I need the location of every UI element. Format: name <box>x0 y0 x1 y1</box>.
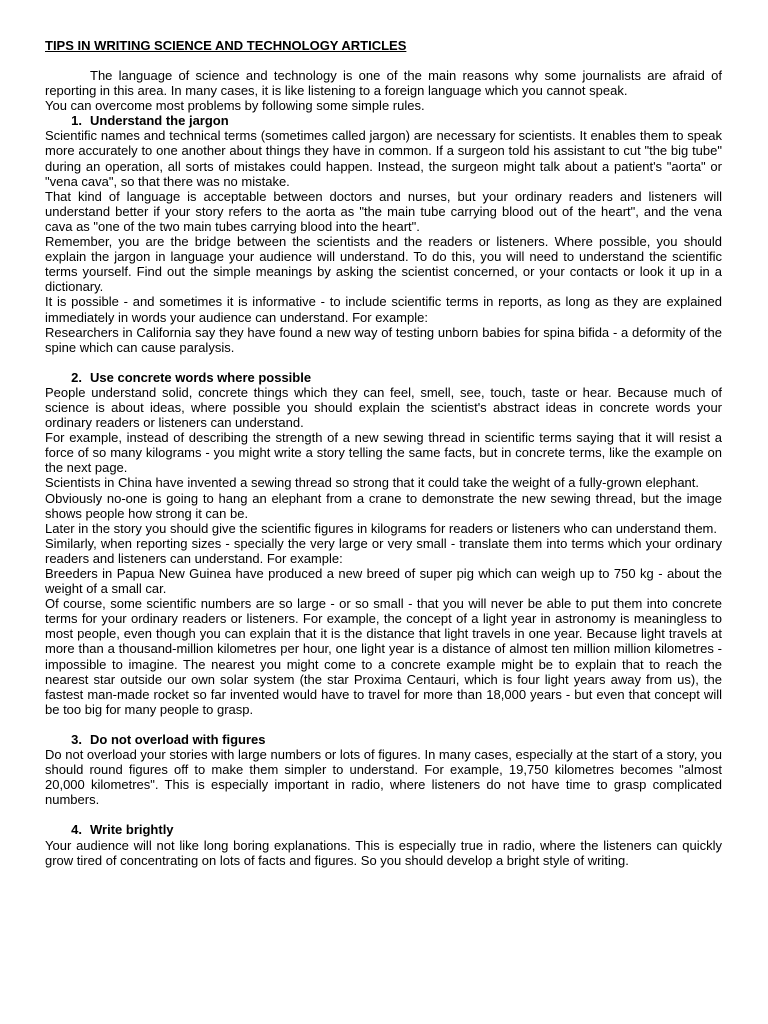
body-paragraph: People understand solid, concrete things which they can feel, smell, see, touch, taste or hear. Because much of science is about ideas, where possible you should explain the scientist's abstract ideas in concrete words your ordinary readers or listeners can understand. <box>45 384 722 431</box>
spacer <box>45 807 722 822</box>
intro-paragraph: The language of science and technology is one of the main reasons why some journalists are afraid of reporting in this area. In many cases, it is like listening to a foreign language which you cannot speak. <box>45 68 722 99</box>
section-heading-text: Use concrete words where possible <box>90 369 312 385</box>
body-paragraph: Remember, you are the bridge between the scientists and the readers or listeners. Where possible, you should explain the jargon in language your audience will understand. To do this, you will need to understand the scientific terms yourself. Find out the simple meanings by asking the scientist concerned, or your contacts or look it up in a dictionary. <box>45 234 722 295</box>
body-paragraph: Do not overload your stories with large numbers or lots of figures. In many cases, especially at the start of a story, you should round figures off to make them simpler to understand. For example, 19,750 kilometres becomes "almost 20,000 kilometres". This is especially important in radio, where listeners do not have time to grasp complicated numbers. <box>45 747 722 808</box>
body-paragraph: Your audience will not like long boring explanations. This is especially true in radio, where the listeners can quickly grow tired of concentrating on lots of facts and figures. So you should develop a bright style of writing. <box>45 837 722 868</box>
section-understand-jargon <box>45 113 722 355</box>
intro-paragraph: You can overcome most problems by following some simple rules. <box>45 98 425 114</box>
body-paragraph: Obviously no-one is going to hang an elephant from a crane to demonstrate the new sewing thread, but the image shows people how strong it can be. <box>45 490 722 521</box>
section-heading-text: Understand the jargon <box>90 113 229 129</box>
body-paragraph: Of course, some scientific numbers are so large - or so small - that you will never be able to put them into concrete terms for your ordinary readers or listeners. For example, the concept of a light year in astronomy is meaningless to most people, even though you can explain that it is the distance that light travels in one year. Because light travels at more than a thousand-million kilometres per hour, one light year is a distance of almost ten million million kilometres - impossible to imagine. The nearest you might come to a concrete example might be to explain that to reach the nearest star outside our own solar system (the star Proxima Centauri, which is four light years away from us), the fastest man-made rocket so far invented would have to travel for more than 18,000 years - but even that concept will be too big for many people to grasp. <box>45 596 722 717</box>
section-number: 3. <box>71 731 82 747</box>
body-paragraph: Scientific names and technical terms (sometimes called jargon) are necessary for scientists. It enables them to speak more accurately to one another about things they have in common. If a surgeon told his assistant to cut "the big tube" during an operation, all sorts of mistakes could happen. Instead, the surgeon might talk about a patient's "aorta" or "vena cava", so that there was no mistake. <box>45 128 722 189</box>
section-number: 1. <box>71 113 82 129</box>
body-paragraph: It is possible - and sometimes it is informative - to include scientific terms in reports, as long as they are explained immediately in words your audience can understand. For example: <box>45 294 722 325</box>
spacer <box>45 717 722 732</box>
section-heading <box>45 732 722 747</box>
spacer <box>45 355 722 370</box>
section-heading <box>45 370 722 385</box>
body-paragraph: For example, instead of describing the strength of a new sewing thread in scientific terms saying that it will resist a force of so many kilograms - you might write a story telling the same facts, but in concrete terms, like the example on the next page. <box>45 430 722 476</box>
section-heading <box>45 113 722 128</box>
body-paragraph: Similarly, when reporting sizes - specially the very large or very small - translate them into terms which your ordinary readers and listeners can understand. For example: <box>45 535 722 566</box>
section-heading <box>45 822 722 837</box>
section-number: 2. <box>71 369 82 385</box>
section-number: 4. <box>71 822 82 838</box>
body-paragraph: Researchers in California say they have found a new way of testing unborn babies for spina bifida - a deformity of the spine which can cause paralysis. <box>45 324 722 355</box>
section-heading-text: Do not overload with figures <box>90 731 266 747</box>
document-page <box>45 38 722 868</box>
section-do-not-overload <box>45 732 722 807</box>
body-paragraph: That kind of language is acceptable between doctors and nurses, but your ordinary readers and listeners will understand better if your story refers to the aorta as "the main tube carrying blood out of the heart", and the vena cava as "one of the two main tubes carrying blood into the heart". <box>45 188 722 234</box>
body-paragraph: Scientists in China have invented a sewing thread so strong that it could take the weight of a fully-grown elephant. <box>45 475 699 491</box>
section-heading-text: Write brightly <box>90 822 174 838</box>
body-paragraph: Breeders in Papua New Guinea have produced a new breed of super pig which can weigh up to 750 kg - about the weight of a small car. <box>45 566 722 597</box>
intro <box>45 68 722 113</box>
body-paragraph: Later in the story you should give the scientific figures in kilograms for readers or listeners who can understand them. <box>45 520 718 536</box>
section-write-brightly <box>45 822 722 867</box>
section-concrete-words <box>45 370 722 717</box>
document-title: TIPS IN WRITING SCIENCE AND TECHNOLOGY ARTICLES <box>45 38 407 53</box>
